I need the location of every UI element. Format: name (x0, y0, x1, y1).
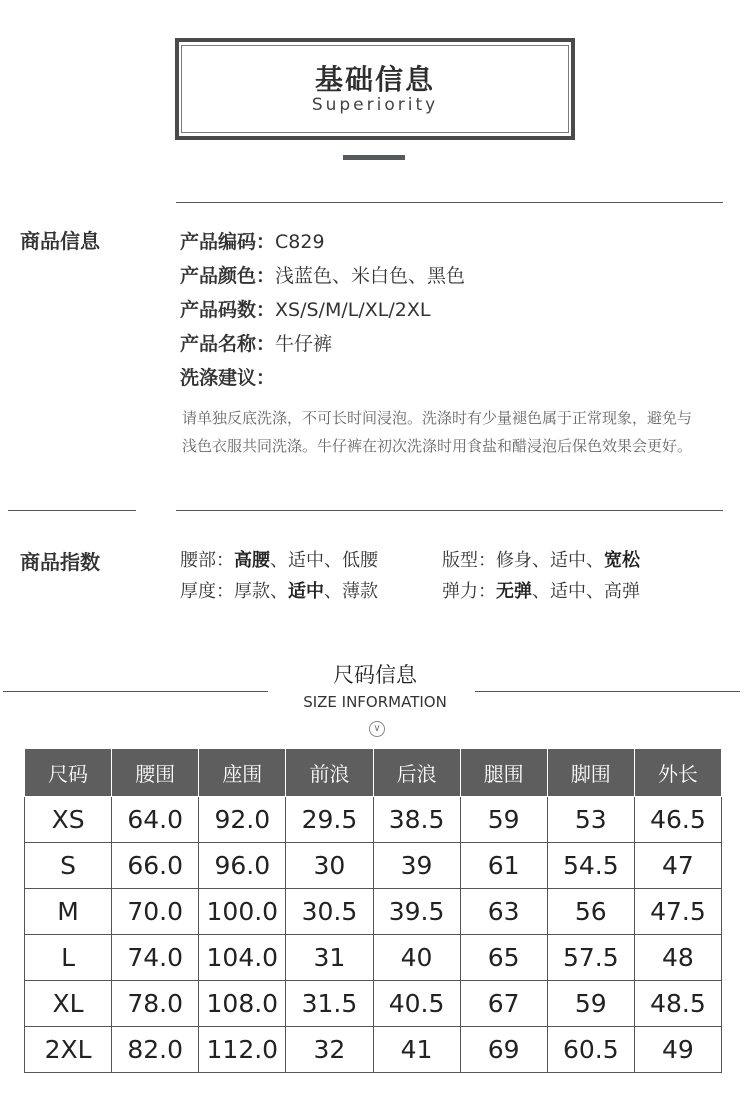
index-group (180, 546, 378, 572)
table-cell: XS (25, 797, 112, 843)
table-cell: 61 (460, 843, 547, 889)
table-cell: 82.0 (112, 1027, 199, 1073)
index-separator: 、 (586, 550, 604, 571)
index-name: 腰部： (180, 550, 234, 571)
table-cell: 70.0 (112, 889, 199, 935)
header-subtitle: Superiority (311, 95, 439, 115)
index-separator: 、 (532, 581, 550, 602)
table-cell: 41 (373, 1027, 460, 1073)
info-value: XS/S/M/L/XL/2XL (275, 299, 431, 321)
size-table-body (25, 797, 722, 1073)
table-cell: 65 (460, 935, 547, 981)
index-separator: 、 (270, 550, 288, 571)
info-key: 产品码数： (180, 299, 276, 321)
table-cell: 38.5 (373, 797, 460, 843)
table-cell: 54.5 (547, 843, 634, 889)
table-cell: 59 (547, 981, 634, 1027)
divider (176, 510, 723, 511)
index-option: 适中 (288, 550, 324, 571)
info-key: 洗涤建议： (180, 367, 276, 389)
chevron-down-circle-icon: ∨ (369, 721, 385, 737)
divider (8, 510, 136, 511)
info-key: 产品颜色： (180, 265, 276, 287)
table-row (25, 981, 722, 1027)
table-cell: 30 (286, 843, 373, 889)
index-option: 薄款 (342, 581, 378, 602)
table-cell: 67 (460, 981, 547, 1027)
index-group (180, 577, 378, 603)
table-cell: 92.0 (199, 797, 286, 843)
header-title: 基础信息 (314, 63, 435, 96)
table-cell: 40.5 (373, 981, 460, 1027)
index-option: 适中 (550, 581, 586, 602)
info-key: 产品名称： (180, 333, 276, 355)
info-value: 浅蓝色、米白色、黑色 (275, 265, 466, 287)
table-cell: 63 (460, 889, 547, 935)
table-cell: 31.5 (286, 981, 373, 1027)
table-cell: 47.5 (634, 889, 721, 935)
index-option: 厚款 (234, 581, 270, 602)
table-cell: 108.0 (199, 981, 286, 1027)
table-cell: 39 (373, 843, 460, 889)
index-name: 版型： (442, 550, 496, 571)
size-title: 尺码信息 (333, 663, 417, 687)
index-option: 低腰 (342, 550, 378, 571)
table-cell: 60.5 (547, 1027, 634, 1073)
divider (475, 691, 740, 692)
index-option: 宽松 (604, 550, 640, 571)
table-cell: S (25, 843, 112, 889)
size-table-header-cell: 脚围 (547, 749, 634, 797)
size-table-header (25, 749, 722, 797)
table-cell: L (25, 935, 112, 981)
info-line-name (180, 329, 332, 356)
divider (3, 691, 268, 692)
table-cell: 40 (373, 935, 460, 981)
table-cell: 48.5 (634, 981, 721, 1027)
table-cell: 46.5 (634, 797, 721, 843)
table-row (25, 935, 722, 981)
table-cell: M (25, 889, 112, 935)
index-group (442, 577, 640, 603)
size-subtitle: SIZE INFORMATION (303, 693, 447, 711)
size-table (24, 748, 722, 1073)
table-cell: 74.0 (112, 935, 199, 981)
size-table-header-cell: 前浪 (286, 749, 373, 797)
index-option: 高腰 (234, 550, 270, 571)
header-underline (343, 155, 405, 160)
product-info-label: 商品信息 (20, 229, 100, 253)
table-row (25, 797, 722, 843)
index-name: 弹力： (442, 581, 496, 602)
table-cell: 49 (634, 1027, 721, 1073)
size-table-header-cell: 座围 (199, 749, 286, 797)
table-cell: 100.0 (199, 889, 286, 935)
table-row (25, 1027, 722, 1073)
index-separator: 、 (532, 550, 550, 571)
product-index-label: 商品指数 (20, 550, 100, 574)
index-separator: 、 (270, 581, 288, 602)
index-option: 适中 (550, 550, 586, 571)
care-note: 请单独反底洗涤，不可长时间浸泡。洗涤时有少量褪色属于正常现象，避免与浅色衣服共同洗涤。牛仔裤在初次洗涤时用食盐和醋浸泡后保色效果会更好。 (182, 409, 693, 455)
size-table-header-cell: 外长 (634, 749, 721, 797)
size-table-header-cell: 腿围 (460, 749, 547, 797)
divider (176, 202, 723, 203)
table-cell: 59 (460, 797, 547, 843)
table-cell: 112.0 (199, 1027, 286, 1073)
table-cell: 96.0 (199, 843, 286, 889)
info-value: 牛仔裤 (275, 333, 333, 355)
table-cell: 57.5 (547, 935, 634, 981)
table-cell: 64.0 (112, 797, 199, 843)
index-option: 高弹 (604, 581, 640, 602)
table-cell: 104.0 (199, 935, 286, 981)
info-line-care (180, 363, 275, 390)
index-option: 无弹 (496, 581, 532, 602)
size-table-header-cell: 腰围 (112, 749, 199, 797)
index-name: 厚度： (180, 581, 234, 602)
index-group (442, 546, 640, 572)
table-row (25, 843, 722, 889)
index-option: 修身 (496, 550, 532, 571)
index-separator: 、 (586, 581, 604, 602)
table-cell: 47 (634, 843, 721, 889)
table-cell: 32 (286, 1027, 373, 1073)
size-table-header-cell: 后浪 (373, 749, 460, 797)
info-key: 产品编码： (180, 231, 276, 253)
info-line-sizes (180, 295, 430, 322)
index-separator: 、 (324, 581, 342, 602)
info-line-color (180, 261, 465, 288)
table-cell: 56 (547, 889, 634, 935)
table-cell: 66.0 (112, 843, 199, 889)
size-table-header-cell: 尺码 (25, 749, 112, 797)
index-option: 适中 (288, 581, 324, 602)
table-cell: XL (25, 981, 112, 1027)
table-cell: 2XL (25, 1027, 112, 1073)
table-cell: 48 (634, 935, 721, 981)
info-line-code (180, 227, 325, 254)
table-cell: 69 (460, 1027, 547, 1073)
table-row (25, 889, 722, 935)
table-cell: 39.5 (373, 889, 460, 935)
table-cell: 53 (547, 797, 634, 843)
index-separator: 、 (324, 550, 342, 571)
table-cell: 29.5 (286, 797, 373, 843)
info-value: C829 (275, 231, 325, 253)
table-cell: 78.0 (112, 981, 199, 1027)
table-cell: 31 (286, 935, 373, 981)
table-cell: 30.5 (286, 889, 373, 935)
